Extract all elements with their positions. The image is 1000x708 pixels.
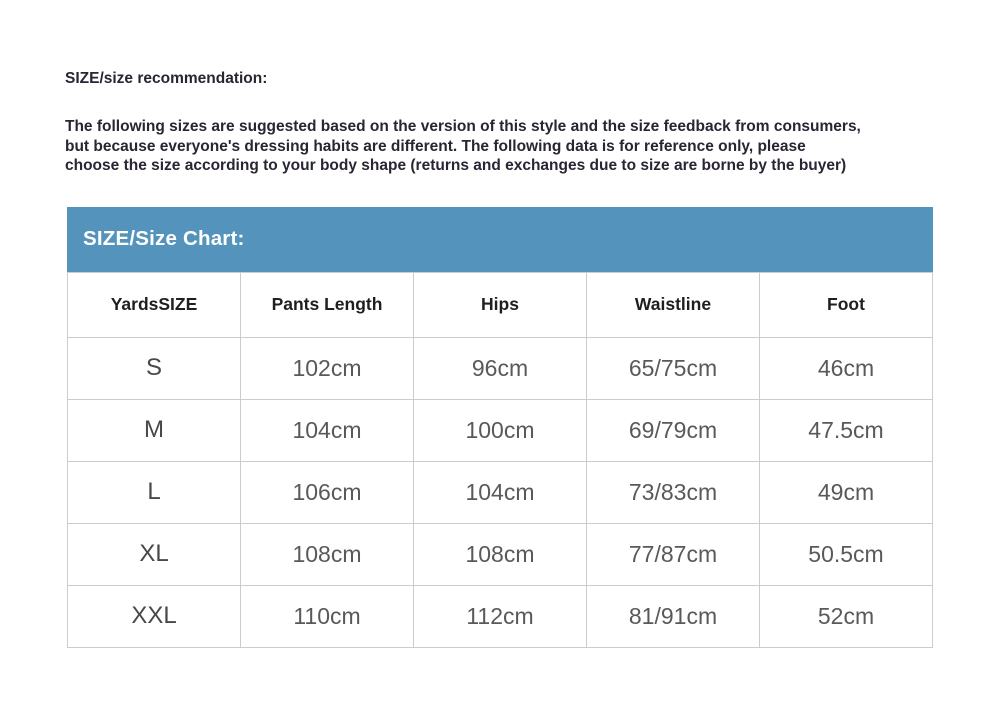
recommendation-line-3: choose the size according to your body shape (returns and exchanges due to size are borne by the buyer): [65, 157, 847, 174]
measurement-cell: 108cm: [414, 523, 587, 585]
size-table-row: [68, 399, 933, 461]
column-header-pants-length: Pants Length: [241, 272, 414, 337]
measurement-cell: 73/83cm: [587, 461, 760, 523]
measurement-cell: 102cm: [241, 337, 414, 399]
column-header-yards-size: YardsSIZE: [68, 272, 241, 337]
size-table-body: [68, 337, 933, 647]
recommendation-line-2: but because everyone's dressing habits are different. The following data is for reference only, please: [65, 137, 806, 155]
size-table-header-row: [68, 272, 933, 337]
size-table-row: [68, 585, 933, 647]
measurement-cell: 112cm: [414, 585, 587, 647]
size-cell: M: [68, 399, 241, 461]
size-cell: XXL: [68, 585, 241, 647]
recommendation-line-1: The following sizes are suggested based on the version of this style and the size feedback from consumers,: [65, 118, 861, 135]
size-cell: S: [68, 337, 241, 399]
measurement-cell: 108cm: [241, 523, 414, 585]
measurement-cell: 65/75cm: [587, 337, 760, 399]
measurement-cell: 104cm: [414, 461, 587, 523]
column-header-hips: Hips: [414, 272, 587, 337]
measurement-cell: 106cm: [241, 461, 414, 523]
measurement-cell: 50.5cm: [760, 523, 933, 585]
recommendation-text: [65, 117, 945, 176]
size-cell: XL: [68, 523, 241, 585]
measurement-cell: 81/91cm: [587, 585, 760, 647]
measurement-cell: 104cm: [241, 399, 414, 461]
measurement-cell: 49cm: [760, 461, 933, 523]
measurement-cell: 96cm: [414, 337, 587, 399]
recommendation-heading: SIZE/size recommendation:: [65, 70, 268, 87]
size-chart: [67, 207, 933, 648]
size-table-row: [68, 337, 933, 399]
size-table-row: [68, 461, 933, 523]
measurement-cell: 69/79cm: [587, 399, 760, 461]
size-table: [67, 272, 933, 648]
size-chart-title: SIZE/Size Chart:: [83, 227, 245, 250]
size-cell: L: [68, 461, 241, 523]
measurement-cell: 46cm: [760, 337, 933, 399]
measurement-cell: 100cm: [414, 399, 587, 461]
size-table-row: [68, 523, 933, 585]
measurement-cell: 52cm: [760, 585, 933, 647]
measurement-cell: 47.5cm: [760, 399, 933, 461]
measurement-cell: 77/87cm: [587, 523, 760, 585]
column-header-foot: Foot: [760, 272, 933, 337]
column-header-waistline: Waistline: [587, 272, 760, 337]
size-chart-title-bar: [67, 207, 933, 272]
measurement-cell: 110cm: [241, 585, 414, 647]
